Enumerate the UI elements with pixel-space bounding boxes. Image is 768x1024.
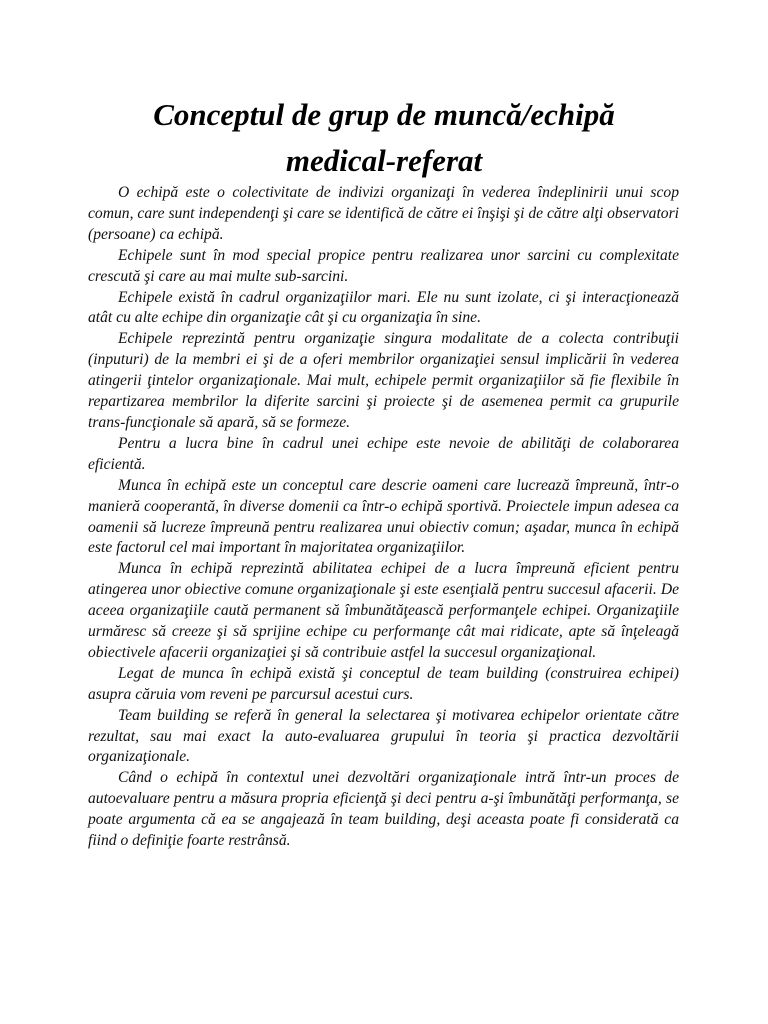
paragraph-teams-in-organizations: Echipele există în cadrul organizaţiilor mari. Ele nu sunt izolate, ci şi interacţionează atât cu alte echipe din organizaţie cât şi cu organizaţia în sine. [88, 288, 679, 327]
paragraph-team-contributions: Echipele reprezintă pentru organizaţie singura modalitate de a colecta contribuţii (inputuri) de la membri ei şi de a oferi membrilor organizaţiei sensul implicării în vederea atingerii ţintelor organizaţionale. Mai mult, echipele permit organizaţiilor să fie flexibile în repartizarea membrilor la diferite sarcini şi proiecte şi de asemenea permit ca grupurile trans-funcţionale să apară, să se formeze. [88, 330, 679, 431]
paragraph-teamwork-concept: Munca în echipă este un conceptul care descrie oameni care lucrează împreună, într-o manieră cooperantă, în diverse domenii ca într-o echipă sportivă. Proiectele impun adesea ca oamenii să lucreze împreună pentru realizarea unui obiectiv comun; aşadar, munca în echipă este factorul cel mai important în majoritatea organizaţiilor. [88, 476, 679, 557]
title-line-2: medical-referat [285, 143, 483, 178]
paragraph-complex-tasks: Echipele sunt în mod special propice pentru realizarea unor sarcini cu complexitate crescută şi care au mai multe sub-sarcini. [88, 246, 679, 285]
paragraph-collaboration-skills: Pentru a lucra bine în cadrul unei echipe este nevoie de abilităţi de colaborarea eficientă. [88, 434, 679, 473]
paragraph-self-evaluation: Când o echipă în contextul unei dezvoltări organizaţionale intră într-un proces de autoevaluare pentru a măsura propria eficienţă şi deci pentru a-şi îmbunătăţi performanţa, se poate argumenta că ea se angajează în team building, deşi aceasta poate fi considerată ca fiind o definiţie foarte restrânsă. [88, 769, 679, 850]
paragraph-teamwork-ability: Munca în echipă reprezintă abilitatea echipei de a lucra împreună eficient pentru atingerea unor obiective comune organizaţionale şi este esenţială pentru succesul afacerii. De aceea organizaţiile caută permanent să îmbunătăţească performanţele echipei. Organizaţiile urmăresc să creeze şi să sprijine echipe cu performanţe cât mai ridicate, apte să înţeleagă obiectivele afacerii organizaţiei şi să contribuie astfel la succesul organizaţional. [88, 560, 679, 661]
document-title [80, 92, 688, 184]
paragraph-team-definition: O echipă este o colectivitate de indivizi organizaţi în vederea îndeplinirii unui scop comun, care sunt independenţi şi care se identifică de către ei înşişi şi de către alţi observatori (persoane) ca echipă. [88, 184, 679, 243]
paragraph-team-building-definition: Team building se referă în general la selectarea şi motivarea echipelor orientate către rezultat, sau mai exact la auto-evaluarea grupului în teoria şi practica dezvoltării organizaţionale. [88, 706, 679, 766]
document-body [88, 183, 679, 852]
title-line-1: Conceptul de grup de muncă/echipă [153, 97, 615, 132]
paragraph-team-building-concept: Legat de munca în echipă există şi conceptul de team building (construirea echipei) asupra căruia vom reveni pe parcursul acestui curs. [88, 664, 679, 703]
